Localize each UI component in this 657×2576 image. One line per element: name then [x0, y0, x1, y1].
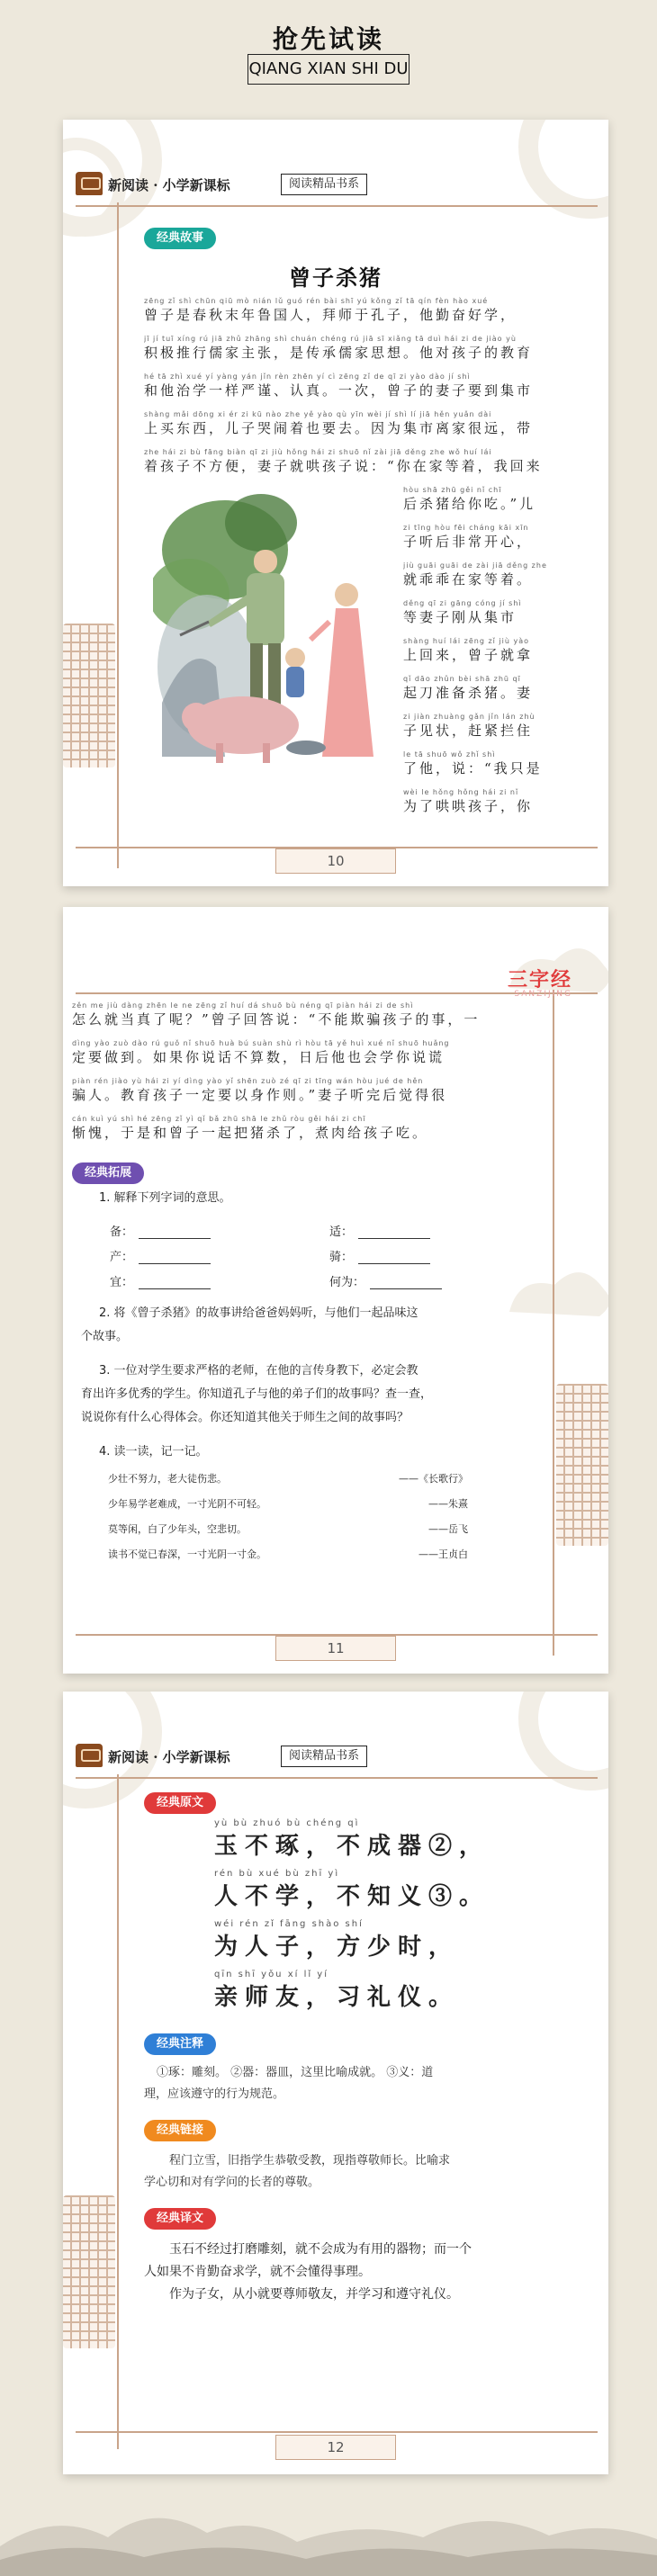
text-line: qǐ dāo zhǔn bèi shā zhū qī 起刀准备杀猪。妻 [403, 675, 534, 701]
series-badge: 阅读精品书系 [281, 1746, 367, 1767]
text-line: zěn me jiù dàng zhēn le ne zēng zǐ huí dá shuō bù néng qī piàn hái zi de shì 怎么就当真了呢？”曾子回答说：“不能欺骗孩子的事，一 [72, 1001, 481, 1028]
text-line: jī jí tuī xíng rú jiā zhǔ zhāng shì chuán chéng rú jiā sī xiǎng tā duì hái zi de jiào yù 积极推行儒家主张，是传承儒家思想。他对孩子的教育 [144, 335, 534, 361]
top-header [0, 0, 657, 108]
poem-line: 少年易学老难成，一寸光阴不可轻。 ——朱熹 [108, 1498, 468, 1510]
sanzijing-brand-en: SANZIJING [514, 990, 572, 999]
text-line: shàng huí lái zēng zǐ jiù yào 上回来，曾子就拿 [403, 637, 534, 663]
classic-line: wéi rén zǐ fāng shào shí 为人子，方少时， [214, 1919, 460, 1961]
question-3-cont: 育出许多优秀的学生。你知道孔子与他的弟子们的故事吗？查一查， [81, 1387, 433, 1401]
bronze-vessel-logo-icon [76, 1744, 103, 1767]
question-3-cont: 说说你有什么心得体会。你还知道其他关于师生之间的故事吗？ [81, 1411, 410, 1424]
question-2: 2. 将《曾子杀猪》的故事讲给爸爸妈妈听，与他们一起品味这 [99, 1306, 418, 1320]
section-tag-extension: 经典拓展 [72, 1162, 144, 1184]
fill-blank: 产： [110, 1247, 211, 1264]
poem-line: 读书不觉已春深，一寸光阴一寸金。 ——王贞白 [108, 1548, 468, 1560]
link-text: 程门立雪，旧指学生恭敬受教，现指尊敬师长。比喻求 [169, 2154, 451, 2168]
question-4: 4. 读一读，记一记。 [99, 1445, 208, 1459]
classic-line: qīn shī yǒu xí lǐ yí 亲师友，习礼仪。 [214, 1970, 460, 2011]
answer-blank[interactable] [358, 1226, 430, 1239]
poem-line: 少壮不努力，老大徒伤悲。 ——《长歌行》 [108, 1473, 468, 1485]
answer-blank[interactable] [358, 1252, 430, 1264]
text-line: hé tā zhì xué yí yàng yán jǐn rèn zhēn yí cì zēng zǐ de qī zi yào dào jí shì 和他治学一样严谨、认真。一次，曾子的妻子要到集市 [144, 372, 534, 399]
text-line: wèi le hǒng hǒng hái zi nǐ 为了哄哄孩子，你 [403, 788, 534, 814]
text-line: jiù guāi guāi de zài jiā děng zhe 就乖乖在家等着。 [403, 561, 547, 588]
fill-blank: 备： [110, 1222, 211, 1239]
link-text: 学心切和对有学问的长者的尊敬。 [144, 2176, 320, 2189]
ink-landscape-decoration [0, 2483, 657, 2576]
notes-text: ①琢：雕刻。 ②器：器皿，这里比喻成就。 ③义：道 [157, 2066, 434, 2079]
series-brand: 新阅读 · 小学新课标 [108, 177, 230, 193]
section-tag-translation: 经典译文 [144, 2208, 216, 2230]
fret-pattern-decoration [63, 2195, 115, 2348]
fill-blank: 适： [329, 1222, 430, 1239]
bronze-vessel-logo-icon [76, 172, 103, 195]
text-line: zēng zǐ shì chūn qiū mò nián lǔ guó rén bài shī yú kǒng zǐ tā qín fèn hào xué 曾子是春秋末年鲁国人，拜师于孔子，他勤奋好学， [144, 297, 518, 323]
section-tag-link: 经典链接 [144, 2120, 216, 2141]
translation-text: 作为子女，从小就要尊师敬友，并学习和遵守礼仪。 [169, 2287, 459, 2302]
page-number: 12 [275, 2435, 396, 2460]
story-illustration [153, 487, 396, 788]
text-line: piàn rén jiào yù hái zi yí dìng yào yǐ shēn zuò zé qī zi tīng wán hòu jué de hěn 骗人。教育孩子一定要以身作则。”妻子听完后觉得很 [72, 1077, 448, 1103]
series-brand: 新阅读 · 小学新课标 [108, 1749, 230, 1765]
series-badge: 阅读精品书系 [281, 174, 367, 195]
text-line: hòu shā zhū gěi nǐ chī 后杀猪给你吃。”儿 [403, 486, 536, 512]
book-page-2 [63, 907, 608, 1674]
header-subtitle: QIANG XIAN SHI DU [248, 54, 410, 85]
text-line: zhe hái zi bù fāng biàn qī zi jiù hǒng hái zi shuō nǐ zài jiā děng zhe wǒ huí lái 着孩子不方便，妻子就哄孩子说：“你在家等着，我回来 [144, 448, 543, 474]
page-number: 11 [275, 1636, 396, 1661]
story-title: 曾子杀猪 [289, 265, 382, 291]
text-line: le tā shuō wǒ zhǐ shì 了他，说：“我只是 [403, 750, 543, 776]
header-title: 抢先试读 [272, 24, 384, 54]
text-line: dìng yào zuò dào rú guǒ nǐ shuō huà bú suàn shù rì hòu tā yě huì xué nǐ shuō huǎng 定要做到。如果你说话不算数，日后他也会学你说谎 [72, 1039, 450, 1065]
notes-text: 理，应该遵守的行为规范。 [144, 2087, 285, 2101]
classic-line: rén bù xué bù zhī yì 人不学，不知义③。 [214, 1869, 490, 1910]
answer-blank[interactable] [139, 1252, 211, 1264]
corner-ring-decoration [518, 1692, 608, 1791]
poem-line: 莫等闲，白了少年头，空悲切。 ——岳飞 [108, 1523, 468, 1535]
translation-text: 人如果不肯勤奋求学，就不会懂得事理。 [144, 2265, 371, 2279]
question-2-cont: 个故事。 [81, 1330, 129, 1343]
corner-ring-decoration [518, 120, 608, 219]
answer-blank[interactable] [139, 1277, 211, 1289]
fill-blank: 宜： [110, 1272, 211, 1289]
fill-blank: 骑： [329, 1247, 430, 1264]
cloud-decoration [491, 1249, 608, 1339]
sanzijing-brand: 三字经 [507, 968, 572, 992]
answer-blank[interactable] [139, 1226, 211, 1239]
text-line: děng qī zi gāng cóng jí shì 等妻子刚从集市 [403, 599, 522, 625]
book-page-3 [63, 1692, 608, 2474]
question-1: 1. 解释下列字词的意思。 [99, 1191, 231, 1205]
fret-pattern-decoration [63, 624, 115, 767]
section-tag-notes: 经典注释 [144, 2033, 216, 2055]
text-line: zi jiàn zhuàng gǎn jǐn lán zhù 子见状，赶紧拦住 [403, 713, 536, 739]
page-number: 10 [275, 848, 396, 874]
classic-line: yù bù zhuó bù chéng qì 玉不琢，不成器②， [214, 1818, 490, 1860]
translation-text: 玉石不经过打磨雕刻，就不会成为有用的器物；而一个 [169, 2242, 472, 2257]
text-line: cán kuì yú shì hé zēng zǐ yì qǐ bǎ zhū shā le zhǔ ròu gěi hái zi chī 惭愧，于是和曾子一起把猪杀了，煮肉给孩子吃。 [72, 1115, 429, 1141]
question-3: 3. 一位对学生要求严格的老师，在他的言传身教下，必定会教 [99, 1364, 418, 1378]
book-page-1 [63, 120, 608, 886]
text-line: shàng mǎi dōng xi ér zi kū nào zhe yě yào qù yīn wèi jí shì lí jiā hěn yuǎn dài 上买东西，儿子哭闹着也要去。因为集市离家很远，带 [144, 410, 534, 436]
section-tag-story: 经典故事 [144, 228, 216, 249]
section-tag-original: 经典原文 [144, 1792, 216, 1814]
fill-blank: 何为： [329, 1272, 442, 1289]
fret-pattern-decoration [556, 1384, 608, 1546]
text-line: zi tīng hòu fēi cháng kāi xīn 子听后非常开心， [403, 524, 534, 550]
answer-blank[interactable] [370, 1277, 442, 1289]
